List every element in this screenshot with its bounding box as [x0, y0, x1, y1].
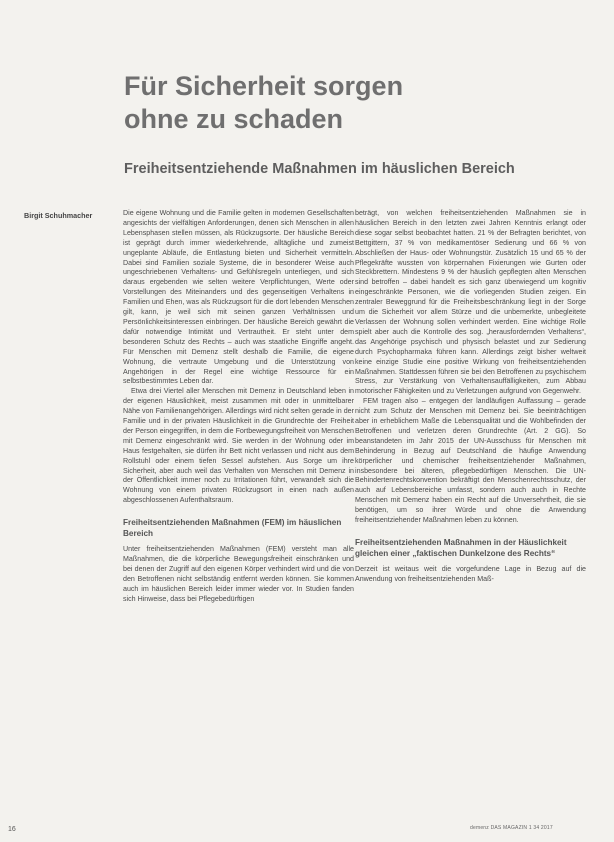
author-name: Birgit Schuhmacher [24, 211, 93, 220]
section-heading: Freiheitsentziehenden Maßnahmen (FEM) im häuslichen Bereich [123, 518, 342, 538]
article-subtitle: Freiheitsentziehende Maßnahmen im häuslichen Bereich [124, 161, 515, 177]
paragraph: Etwa drei Viertel aller Menschen mit Demenz in Deutschland leben in der eigenen Häuslichkeit, meist zusammen mit oder in unmittelbarer Nähe von Familienangehörigen. Allerdings wird nicht selten gerade in der Familie und in der privaten Häuslichkeit in die Grundrechte der Freiheit der Person eingegriffen, in dem die Fortbewegungsfreiheit von Menschen mit Demenz eingeschränkt wird. Sie werden in der Wohnung oder im Haus festgehalten, sie dürfen ihr Bett nicht verlassen und nicht aus dem Rollstuhl oder einem tiefen Sessel aufstehen. Aus Sorge um ihre Sicherheit, aber auch weil das Verhalten von Menschen mit Demenz in der Öffentlichkeit immer noch zu Irritationen führt, verwandelt sich die Wohnung von einem privaten Rückzugsort in einen nach außen abgeschlossenen Aufenthaltsraum. [123, 387, 354, 505]
text-column-left [123, 209, 354, 605]
text-column-right [355, 209, 586, 585]
paragraph: Die eigene Wohnung und die Familie gelten in modernen Gesellschaften angesichts der vielfältigen Anforderungen, denen sich Menschen in allen Lebensphasen stellen müssen, als Rückzugsorte. Der häusliche Bereich ist geprägt durch immer wiederkehrende, alltägliche und zumeist ungeplante Abläufe, die Entlastung bieten und Sicherheit vermitteln. Dabei sind Familien soziale Systeme, die in besonderer Weise auch ungeschriebenen Verhaltens- und Gefühlsregeln unterliegen, und sich daraus ergebenden wie selten weitere Verpflichtungen, Werte oder Vorstellungen des Miteinanders und des gegenseitigen Verhaltens in Familien und Ehen, was als Rückzugsort für die dort lebenden Menschen gilt, kann, je weil sich mit seinen ganzen Verhältnissen und Persönlichkeitsinteressen einbringen. Der häusliche Bereich gewährt die dafür notwendige Intimität und Vertrautheit. Er steht unter dem besonderen Schutz des Rechts – auch was staatliche Eingriffe angeht. Für Menschen mit Demenz stellt deshalb die Familie, die eigene Wohnung, die vertraute Umgebung und die Unterstützung von Angehörigen in der Regel eine wichtige Ressource für ein selbstbestimmtes Leben dar. [123, 209, 354, 386]
paragraph: Derzeit ist weitaus weit die vorgefundene Lage in Bezug auf die Anwendung von freiheitsentziehenden Maß- [355, 565, 586, 583]
paragraph: FEM tragen also – entgegen der landläufigen Auffassung – gerade nicht zum Schutz der Menschen mit Demenz bei. Sie beeinträchtigen aber in erheblichem Maße die Lebensqualität und die Wohlbefinden der Betroffenen und verletzen deren Grundrechte (Art. 2 GG). So beanstandeten im Jahr 2015 der UN-Ausschuss für Menschen mit Behinderung in Bezug auf Deutschland die häufige Anwendung körperlicher und chemischer freiheitsentziehender Maßnahmen, insbesondere bei älteren, pflegebedürftigen Menschen. Die UN-Behindertenrechtskonvention bekräftigt den Menschenrechtsschutz, der auch auf Lebensbereiche umfasst, sondern auch auch in Rechte Menschen mit Demenz haben ein Recht auf die Unversehrtheit, die sie benötigen, um so ihrer Würde und ohne die Anwendung freiheitsentziehender Maßnahmen leben zu können. [355, 397, 586, 525]
title-line-1: Für Sicherheit sorgen [124, 71, 404, 101]
title-line-2: ohne zu schaden [124, 104, 344, 134]
journal-footer: demenz DAS MAGAZIN 1 34 2017 [470, 825, 553, 831]
page-number: 16 [8, 826, 16, 833]
article-title [124, 70, 564, 136]
paragraph: beträgt, von welchen freiheitsentziehenden Maßnahmen sie in häuslichen Bereich in den letzten zwei Jahren Kenntnis erlangt oder diese sogar selbst beobachtet hatten. 21 % der Befragten berichtet, von Bettgittern, 37 % von medikamentöser Sedierung und 66 % von Abschließen der Haus- oder Wohnungstür. Zusätzlich 15 und 65 % der Pflegekräfte wussten von körpernahen Fixierungen wie Gurten oder Steckbrettern. Mindestens 9 % der häuslich gepflegten alten Menschen sind betroffen – dabei handelt es sich ganz überwiegend um kognitiv eingeschränkte Personen, wie die vorliegenden Studien zeigen. Ein zentraler Beweggrund für die Freiheitsbeschränkung liegt in der Sorge um die Sicherheit vor allem Stürze und die unbemerkte, unbegleitete Verlassen der Wohnung sollen verhindert werden. Eine wichtige Rolle spielt aber auch die Kontrolle des sog. „herausfordernden Verhaltens“, das Angehörige psychisch und physisch belastet und zur Sedierung durch Psychopharmaka führen kann. Allerdings zeigt bisher weltweit keine einzige Studie eine positive Wirkung von freiheitsentziehenden Maßnahmen. Stattdessen führen sie bei den Betroffenen zu psychischem Stress, zur Verstärkung von Verhaltensauffälligkeiten, zum Abbau motorischer Fähigkeiten und zu Verletzungen aufgrund von Gegenwehr. [355, 209, 586, 396]
section-heading: Freiheitsentziehenden Maßnahmen in der Häuslichkeit gleichen einer „faktischen Dunkelzone des Rechts“ [355, 538, 567, 558]
paragraph: Unter freiheitsentziehenden Maßnahmen (FEM) versteht man alle Maßnahmen, die die körperliche Bewegungsfreiheit einschränken und bei denen der Zugriff auf den eigenen Körper verhindert wird und die von den Betroffenen nicht selbständig entfernt werden können. Sie kommen auch im häuslichen Bereich leider immer wieder vor. In Studien fanden sich Hinweise, dass bei Pflegebedürftigen [123, 545, 354, 603]
